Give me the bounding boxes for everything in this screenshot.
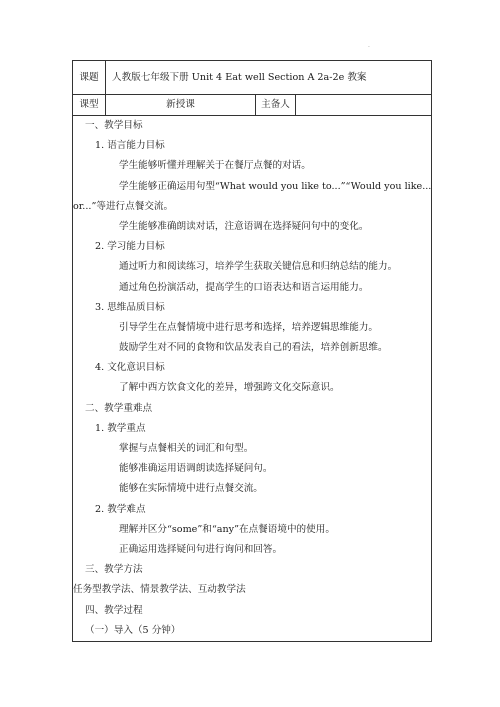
content-line: 学生能够正确运用句型“What would you like to...”“Would you like... <box>119 180 432 192</box>
content-line: 引导学生在点餐情境中进行思考和选择，培养逻辑思维能力。 <box>119 321 379 333</box>
content-line: 任务型教学法、情景教学法、互动教学法 <box>73 584 246 596</box>
type-row <box>73 95 432 116</box>
subsection-heading: 2. 学习能力目标 <box>95 241 165 253</box>
preparer-value <box>296 95 432 116</box>
content-row <box>73 116 432 642</box>
content-line: 鼓励学生对不同的食物和饮品发表自己的看法，培养创新思维。 <box>119 342 388 354</box>
subsection-heading: 4. 文化意识目标 <box>95 362 165 374</box>
subsection-heading: 2. 教学难点 <box>95 503 146 515</box>
subsection-heading: 1. 语言能力目标 <box>95 140 165 152</box>
subsection-heading: 3. 思维品质目标 <box>95 301 165 313</box>
content-line: 能够准确运用语调朗读选择疑问句。 <box>119 463 273 475</box>
content-line: 掌握与点餐相关的词汇和句型。 <box>119 443 254 454</box>
content-line: or...”等进行点餐交流。 <box>73 200 174 212</box>
section-heading: 三、教学方法 <box>85 564 143 576</box>
content-line: 学生能够准确朗读对话，注意语调在选择疑问句中的变化。 <box>119 220 369 232</box>
title-row <box>73 61 432 95</box>
content-line: 通过听力和阅读练习，培养学生获取关键信息和归纳总结的能力。 <box>119 261 398 273</box>
content-line: 正确运用选择疑问句进行询问和回答。 <box>119 543 283 555</box>
subsection-heading: （一）导入（5 分钟） <box>85 624 181 636</box>
content-line: 能够在实际情境中进行点餐交流。 <box>119 483 263 495</box>
section-heading: 二、教学重难点 <box>85 402 153 414</box>
topic-label: 课题 <box>73 61 106 95</box>
lesson-type-value: 新授课 <box>106 95 256 116</box>
lesson-type-label: 课型 <box>73 95 106 116</box>
content-line: 理解并区分“some”和“any”在点餐语境中的使用。 <box>119 523 335 535</box>
preparer-label: 主备人 <box>256 95 296 116</box>
lesson-plan-table <box>72 60 432 642</box>
topic-value: 人教版七年级下册 Unit 4 Eat well Section A 2a-2e 教案 <box>106 61 432 95</box>
header-mark: · <box>368 44 370 51</box>
content-line: 学生能够听懂并理解关于在餐厅点餐的对话。 <box>119 160 311 172</box>
section-heading: 一、教学目标 <box>85 120 143 131</box>
content-line: 通过角色扮演活动，提高学生的口语表达和语言运用能力。 <box>119 281 369 293</box>
section-heading: 四、教学过程 <box>85 604 143 616</box>
content-line: 了解中西方饮食文化的差异，增强跨文化交际意识。 <box>119 382 340 394</box>
subsection-heading: 1. 教学重点 <box>95 422 146 434</box>
plan-content <box>73 116 432 642</box>
